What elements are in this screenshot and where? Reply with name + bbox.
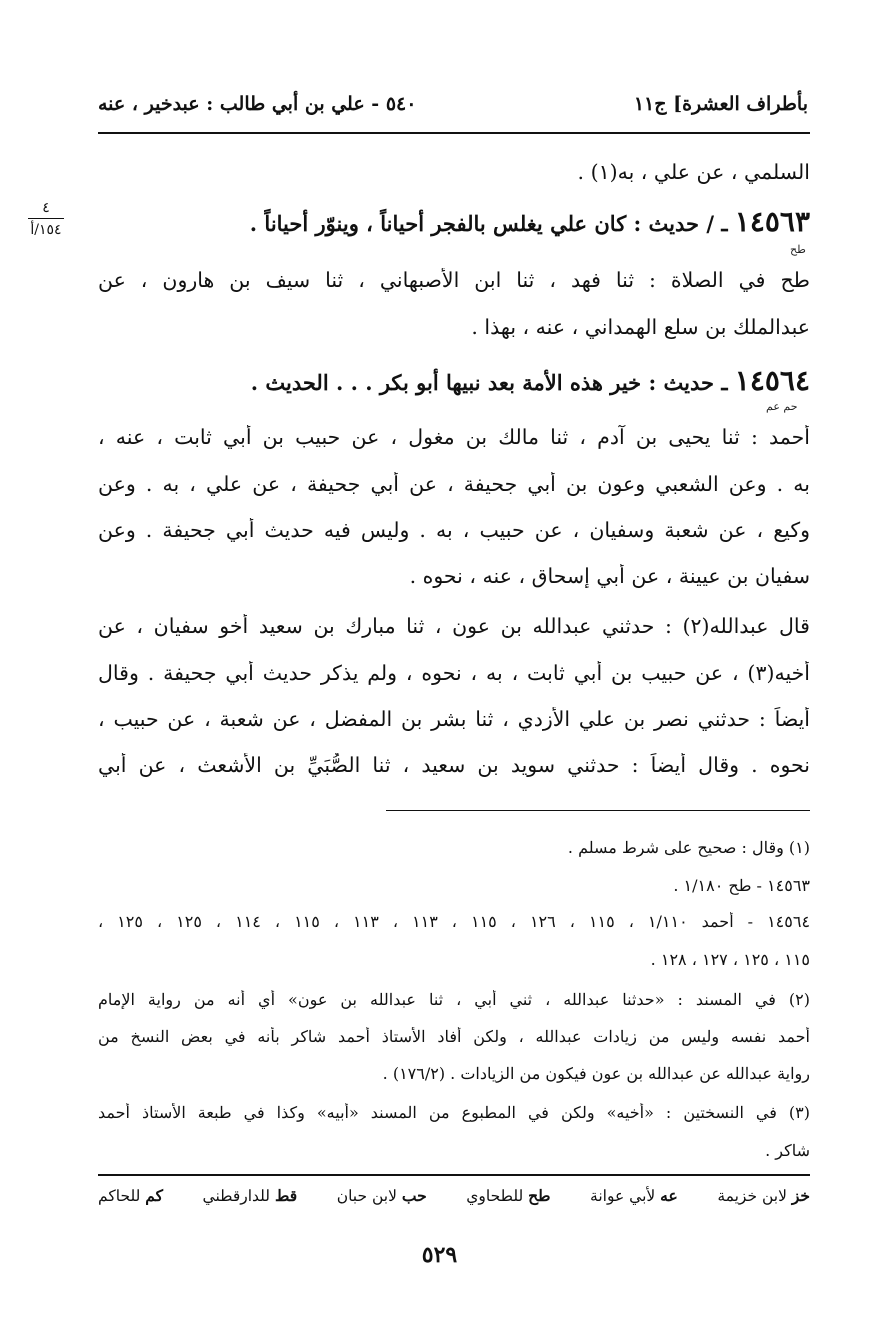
body-line: سفيان بن عيينة ، عن أبي إسحاق ، عنه ، نحوه . [409, 564, 810, 588]
body-line: قال عبدالله(٢) : حدثني عبدالله بن عون ، ثنا مبارك بن سعيد أخو سفيان ، عن [98, 614, 810, 638]
abbreviation-item: عه لأبي عوانة [590, 1186, 678, 1205]
footnote-line: شاكر . [765, 1141, 810, 1160]
body-line: أحمد : ثنا يحيى بن آدم ، ثنا مالك بن مغول ، عن حبيب بن أبي ثابت ، عنه ، [98, 425, 810, 449]
abbreviation-item: طح للطحاوي [466, 1186, 551, 1205]
abbreviation-key [98, 1186, 810, 1205]
margin-ref-folio: ١٥٤/أ [30, 222, 62, 238]
hadith-title: ـ حديث : خير هذه الأمة بعد نبيها أبو بكر . . . الحديث . [250, 370, 735, 395]
hadith-number: ١٤٥٦٣ [734, 205, 810, 238]
hadith-heading-2 [98, 364, 810, 397]
header-section-title: ٥٤٠ - علي بن أبي طالب : عبدخير ، عنه [98, 93, 417, 115]
footnote-line: (٣) في النسختين : «أخيه» ولكن في المطبوع من المسند «أبيه» وكذا في طبعة الأستاذ أحمد [98, 1103, 810, 1122]
abbreviation-item: خز لابن خزيمة [717, 1186, 810, 1205]
footnote-line: ١٤٥٦٤ - أحمد ١/١١٠ ، ١١٥ ، ١٢٦ ، ١١٥ ، ١١٣ ، ١١٣ ، ١١٥ ، ١١٤ ، ١٢٥ ، ١٢٥ ، [98, 912, 810, 931]
footnote-line: ١١٥ ، ١٢٥ ، ١٢٧ ، ١٢٨ . [650, 950, 810, 969]
running-header [98, 84, 808, 124]
body-line-intro: السلمي ، عن علي ، به(١) . [577, 160, 810, 184]
margin-manuscript-ref [28, 200, 64, 238]
hadith-number: ١٤٥٦٤ [734, 364, 810, 397]
margin-ref-volume: ٤ [28, 200, 64, 219]
abbreviation-rule [98, 1174, 810, 1176]
body-line: أيضاً : حدثني نصر بن علي الأزدي ، ثنا بشر بن المفضل ، عن شعبة ، عن حبيب ، [98, 707, 810, 731]
abbreviation-item: حب لابن حبان [336, 1186, 427, 1205]
abbreviation-item: كم للحاكم [98, 1186, 163, 1205]
footnote-line: أحمد نفسه وليس من زيادات عبدالله ، ولكن أفاد الأستاذ أحمد شاكر بأنه في بعض النسخ من [98, 1027, 810, 1046]
page-number: ٥٢٩ [421, 1242, 458, 1268]
header-book-title: بأطراف العشرة] ج١١ [633, 93, 808, 115]
body-line: أخيه(٣) ، عن حبيب بن أبي ثابت ، به ، نحوه ، ولم يذكر حديث أبي جحيفة . وقال [98, 661, 810, 685]
body-line: نحوه . وقال أيضاً : حدثني سويد بن سعيد ، ثنا الصُّبَيِّ بن الأشعث ، عن أبي [98, 753, 810, 777]
hadith-title: ـ / حديث : كان علي يغلس بالفجر أحياناً ، وينوّر أحياناً . [249, 211, 735, 236]
body-line: وكيع ، عن شعبة وسفيان ، عن حبيب ، به . وليس فيه حديث أبي جحيفة . وعن [98, 518, 810, 542]
hadith-heading-1 [98, 205, 810, 238]
footnote-line: رواية عبدالله عن عبدالله بن عون فيكون من الزيادات . (١٧٦/٢) . [382, 1064, 810, 1083]
abbreviation-item: قط للدارقطني [202, 1186, 298, 1205]
hadith-siglum: حم عم [766, 400, 798, 413]
body-line: طح في الصلاة : ثنا فهد ، ثنا ابن الأصبهاني ، ثنا سيف بن هارون ، عن [98, 268, 810, 292]
body-line: به . وعن الشعبي وعون بن أبي جحيفة ، عن أبي جحيفة ، عن علي ، به . وعن [98, 472, 810, 496]
hadith-siglum: طح [790, 243, 806, 256]
footnote-rule [386, 810, 810, 811]
header-rule [98, 132, 810, 134]
body-line: عبدالملك بن سلع الهمداني ، عنه ، بهذا . [471, 315, 810, 339]
footnote-line: (١) وقال : صحيح على شرط مسلم . [567, 838, 810, 857]
footnote-line: ١٤٥٦٣ - طح ١/١٨٠ . [673, 876, 810, 895]
footnote-line: (٢) في المسند : «حدثنا عبدالله ، ثني أبي ، ثنا عبدالله بن عون» أي أنه من رواية الإمام [98, 990, 810, 1009]
